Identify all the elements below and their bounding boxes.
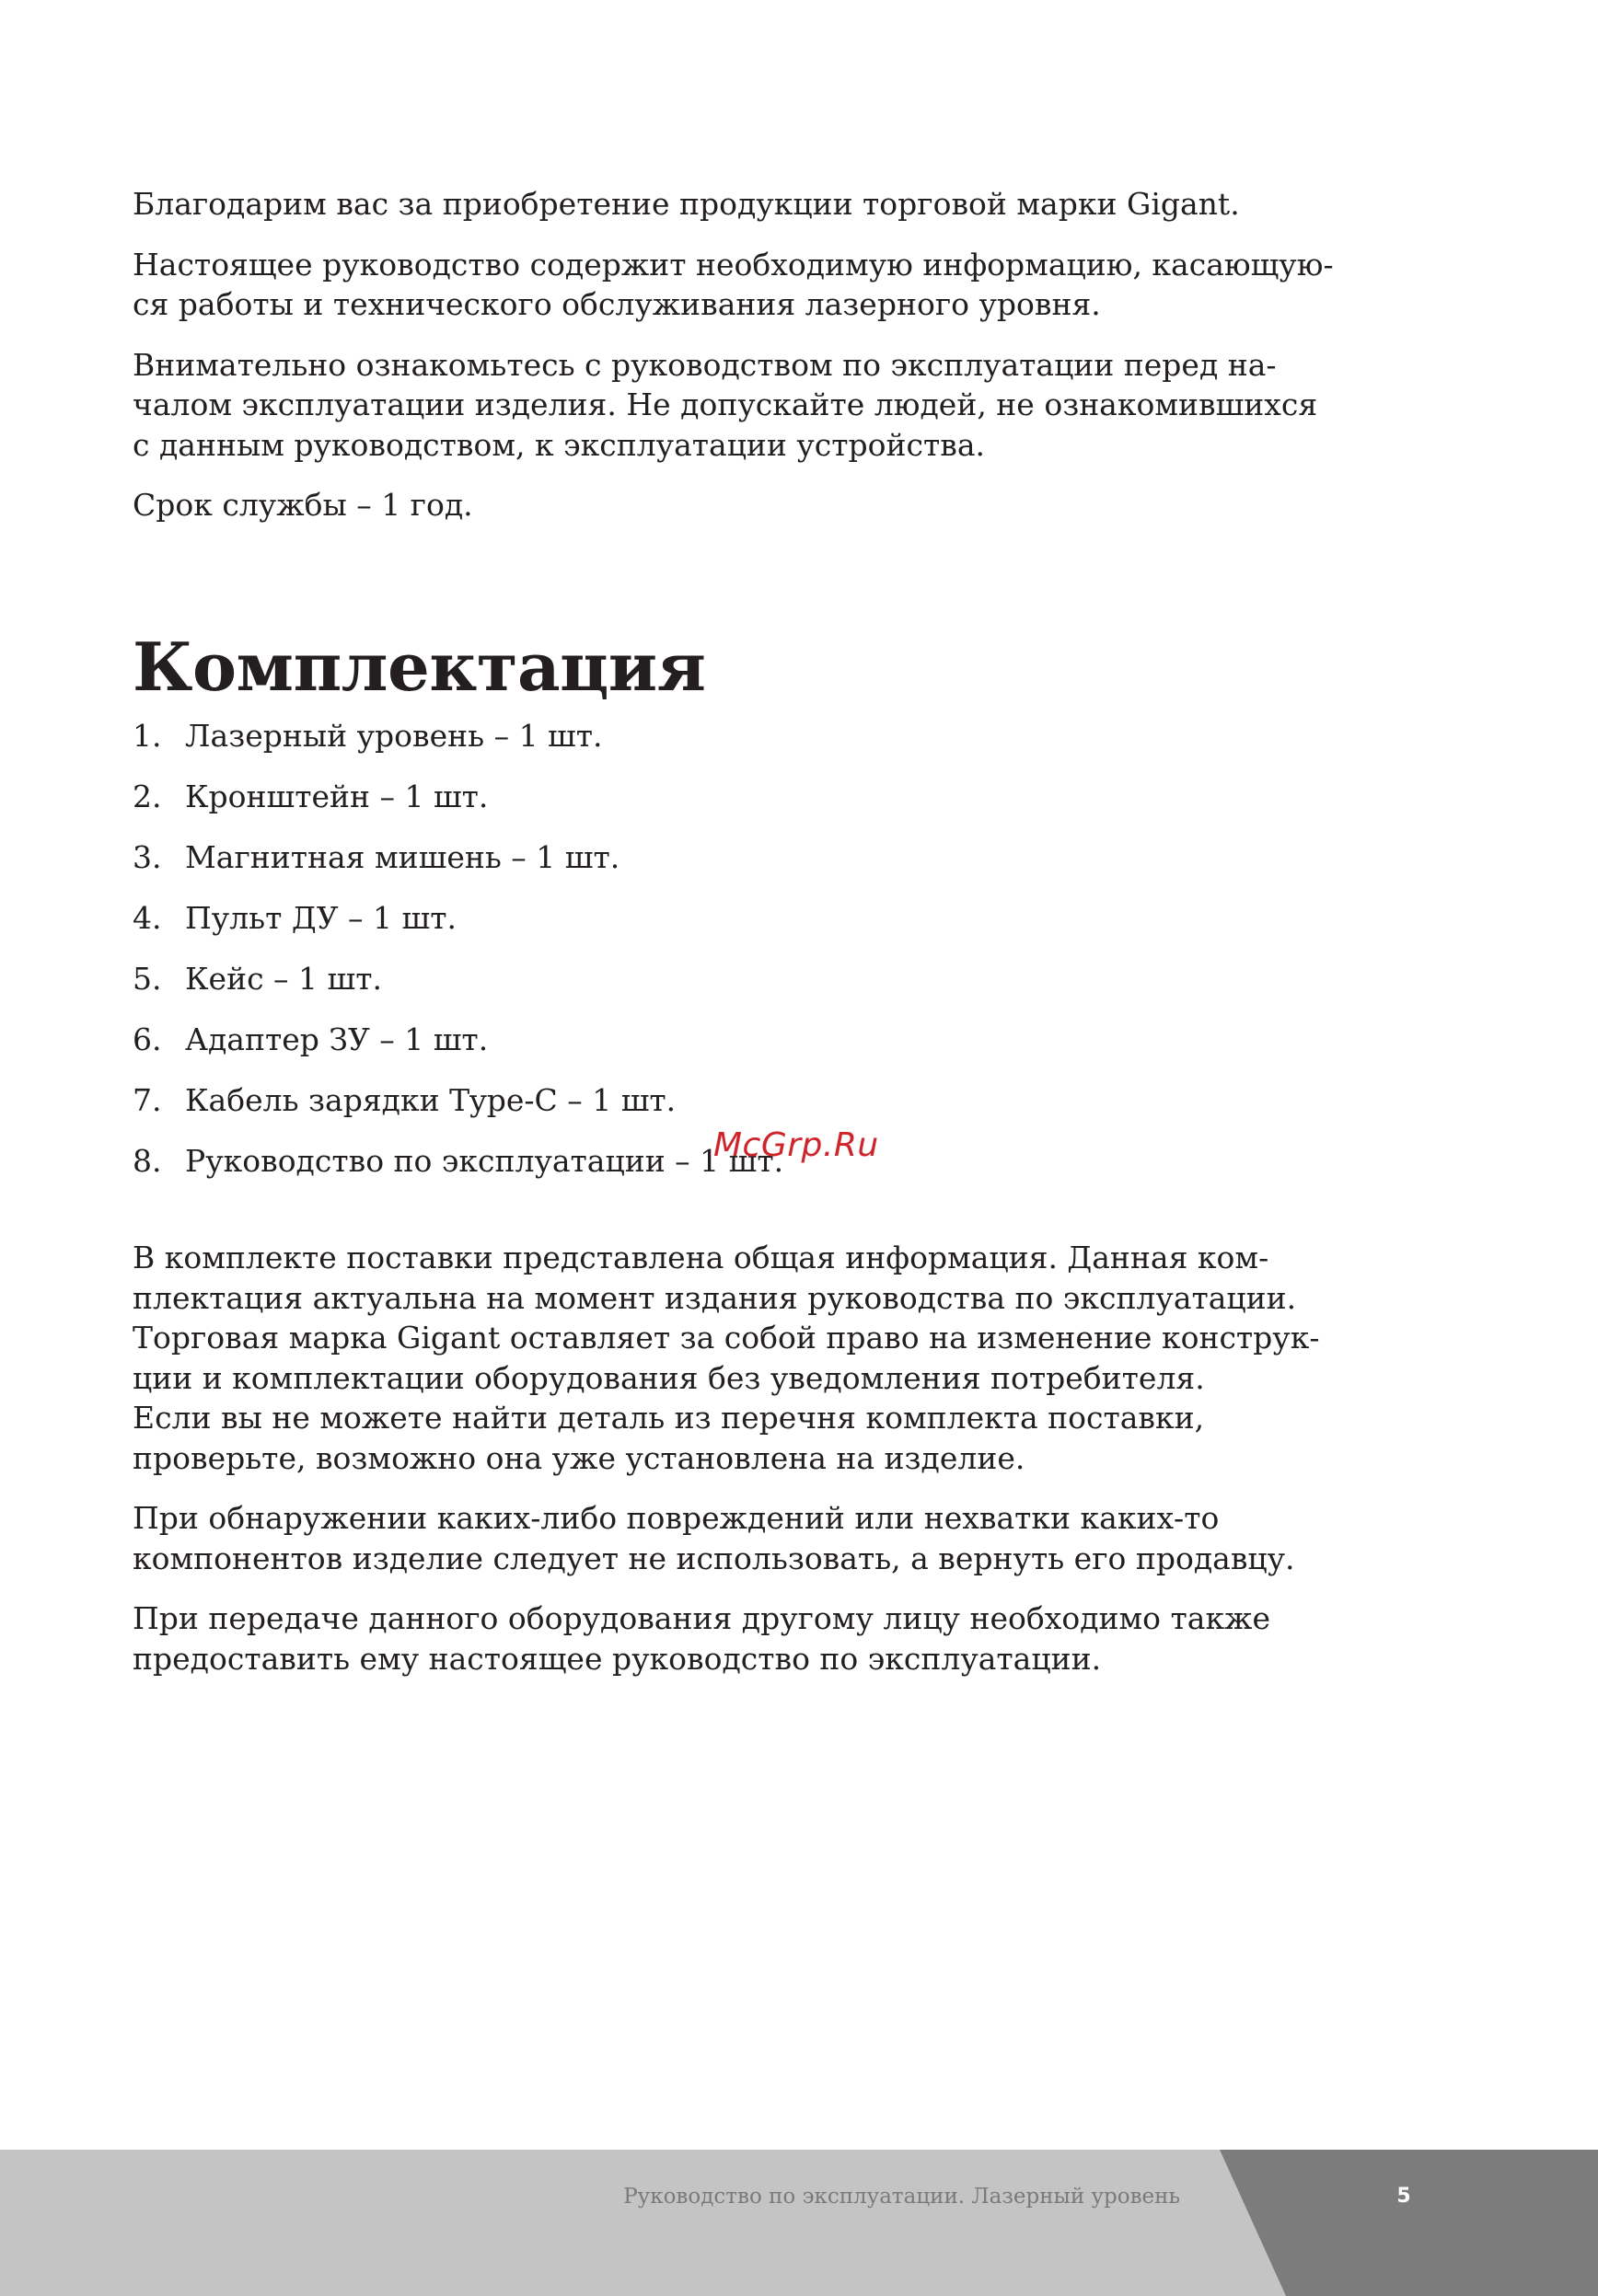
kit-item-text: Кейс – 1 шт. bbox=[185, 961, 382, 997]
watermark-logo: McGrp.Ru bbox=[713, 1126, 879, 1164]
page-number: 5 bbox=[1396, 2185, 1411, 2208]
kit-list-item bbox=[133, 777, 1421, 837]
kit-list-item bbox=[133, 1020, 1421, 1080]
intro-thanks-paragraph: Благодарим вас за приобретение продукции торговой марки Gigant. bbox=[133, 186, 1240, 222]
kit-item-text: Адаптер ЗУ – 1 шт. bbox=[185, 1021, 489, 1057]
kit-list-item bbox=[133, 959, 1421, 1020]
kit-item-text: Кабель зарядки Type-C – 1 шт. bbox=[185, 1082, 677, 1118]
kit-item-number: 5. bbox=[133, 961, 162, 997]
intro-section bbox=[133, 184, 1421, 546]
general-info-paragraph: В комплекте поставки представлена общая информация. Данная ком- плектация актуальна на момент издания руководства по эксплуатации. Торговая марка Gigant оставляет за собой право на изменение конструк- ции и комплектации оборудования без уведомления потребителя. Если вы не можете найти деталь из перечня комплекта поставки, проверьте, возможно она уже установлена на изделие. bbox=[133, 1240, 1320, 1476]
kit-list-item bbox=[133, 716, 1421, 777]
kit-item-number: 2. bbox=[133, 779, 162, 814]
kit-item-text: Магнитная мишень – 1 шт. bbox=[185, 839, 620, 875]
kit-item-number: 1. bbox=[133, 718, 162, 754]
kit-list-item bbox=[133, 898, 1421, 959]
intro-contents-paragraph: Настоящее руководство содержит необходимую информацию, касающую- ся работы и технического обслуживания лазерного уровня. bbox=[133, 246, 1334, 322]
damage-paragraph: При обнаружении каких-либо повреждений или нехватки каких-то компонентов изделие следует не использовать, а вернуть его продавцу. bbox=[133, 1500, 1295, 1576]
footer-document-title: Руководство по эксплуатации. Лазерный уровень bbox=[623, 2185, 1180, 2209]
kit-item-text: Кронштейн – 1 шт. bbox=[185, 779, 489, 814]
footer-page-tab bbox=[1220, 2150, 1598, 2296]
kit-item-text: Лазерный уровень – 1 шт. bbox=[185, 718, 603, 754]
kit-item-number: 3. bbox=[133, 839, 162, 875]
transfer-paragraph: При передаче данного оборудования другому лицу необходимо также предоставить ему настоящее руководство по эксплуатации. bbox=[133, 1600, 1270, 1677]
kit-item-number: 7. bbox=[133, 1082, 162, 1118]
service-life-paragraph: Срок службы – 1 год. bbox=[133, 487, 473, 523]
intro-warning-paragraph: Внимательно ознакомьтесь с руководством по эксплуатации перед на- чалом эксплуатации изделия. Не допускайте людей, не ознакомившихся с данным руководством, к эксплуатации устройства. bbox=[133, 346, 1318, 463]
kit-section-title: Комплектация bbox=[133, 628, 706, 706]
kit-item-number: 6. bbox=[133, 1021, 162, 1057]
kit-item-text: Пульт ДУ – 1 шт. bbox=[185, 900, 457, 936]
kit-item-number: 4. bbox=[133, 900, 162, 936]
kit-item-number: 8. bbox=[133, 1143, 162, 1179]
notes-section bbox=[133, 1238, 1421, 1699]
kit-item-text: Руководство по эксплуатации – 1 шт. bbox=[185, 1143, 784, 1179]
kit-list-item bbox=[133, 837, 1421, 898]
